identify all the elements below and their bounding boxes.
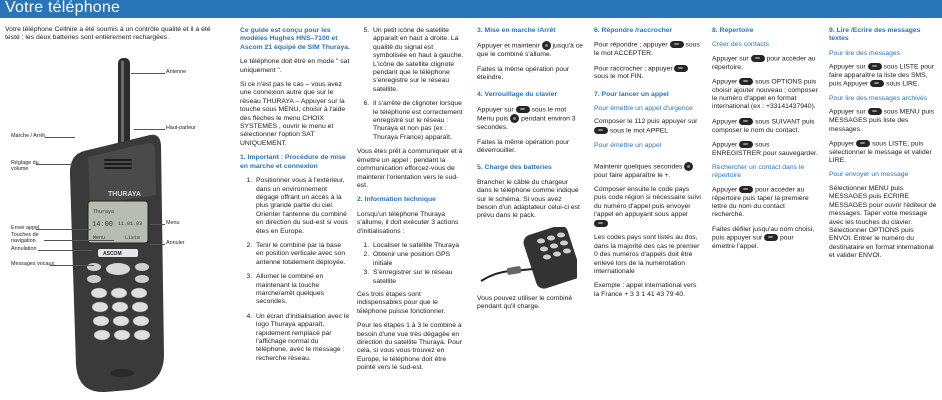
startup-step: 4. Un écran d'initialisation avec le logo Thuraya apparaît, rapidement remplacé par l'affichage normal du téléphone, avec le message : recherche réseau. <box>254 313 350 363</box>
init-action: 2. Obtenir une position GPS initiale <box>371 251 465 268</box>
charge-text: Brancher le câble du chargeur dans le téléphone comme indiqué sur le schéma. Si vous avez besoin d'un adaptateur celui-ci est prévu dans le pack. <box>477 178 580 220</box>
label-hangup: Annuler <box>166 240 185 246</box>
soft-key-icon <box>594 220 608 227</box>
svg-text:Menu: Menu <box>93 235 106 241</box>
save-b: sous ENREGISTRER pour sauvegarder. <box>712 141 818 157</box>
section-9-heading: 9. Lire /Ecrire des messages textes <box>829 27 921 43</box>
options-a: Appuyer <box>712 78 738 86</box>
find-text <box>712 186 818 220</box>
soft-key-icon <box>739 118 753 125</box>
page-title: Votre téléphone <box>5 0 121 16</box>
svg-text:11.01.03: 11.01.03 <box>118 221 143 227</box>
section-4-heading: 4. Verrouillage du clavier <box>477 91 558 99</box>
lock-text-a: Appuyer sur <box>477 106 514 114</box>
label-power: Marche / Arrêt <box>11 133 45 139</box>
next-b: sous SUIVANT puis composer le nom du contact. <box>712 118 815 134</box>
soft-key-icon <box>751 55 765 62</box>
section-7-heading: 7. Pour lancer un appel <box>594 90 669 98</box>
archived-list-text <box>829 140 937 166</box>
soft-key-icon <box>739 78 753 85</box>
startup-step: 6. Il s'arrête de clignoter lorsque le téléphone est correctement enregistré sur le réseau : Thuraya et non pas (ex : Thuraya France) apparaît. <box>371 100 465 142</box>
label-volume: Réglage du volume <box>11 160 39 173</box>
soft-key-icon <box>739 186 753 193</box>
read-a: Appuyer sur <box>829 63 866 71</box>
emergency-subheading: Pour émettre un appel d'urgence <box>594 105 693 113</box>
startup-step: 3. Allumer le combiné en maintenant la touche marche/arrêt quelques secondes. <box>254 273 350 307</box>
power-text-b: jusqu'à ce que le combiné s'allume. <box>477 42 583 59</box>
power-off-text: Faites la même opération pour éteindre. <box>477 65 570 81</box>
soft-key-icon <box>739 141 753 148</box>
soft-key-icon <box>870 80 884 87</box>
archived-text <box>829 108 937 134</box>
plus-text <box>594 162 702 180</box>
init-action: 1. Localiser le satellite Thuraya <box>371 242 465 250</box>
directory-open-b: pour accéder au répertoire, <box>712 55 816 71</box>
next-a: Appuyer <box>712 118 738 126</box>
emergency-text-a: Composer le 112 puis appuyer sur <box>594 118 698 126</box>
directory-open-text <box>712 55 818 72</box>
options-b: sous OPTIONS puis choisir ajouter nouveau ; composer le numéro d'appel en format international (ex : +33141437940). <box>712 78 818 111</box>
send-message-text: Sélectionner MENU puis MESSAGES puis ECRIRE MESSAGES pour ouvrir l'éditeur de messages. Taper votre message avec les touches du clavier. Sélectionner OPTIONS puis ENVOI. Entrer le numéro du destinataire en format international et valider ENVOI. <box>829 184 937 260</box>
charge-use-text: Vous pouvez utiliser le combiné pendant qu'il charge. <box>477 294 573 311</box>
scroll-call-text <box>712 226 818 252</box>
startup-step: 2. Tenir le combiné par la base en position verticale avec son antenne totalement déployée. <box>254 242 350 267</box>
section-5-heading: 5. Charge des batteries <box>477 164 552 172</box>
leader-speaker <box>134 129 165 130</box>
plus-text-b: pour faire apparaître le +. <box>594 171 671 179</box>
options-text <box>712 78 818 112</box>
startup-steps <box>240 177 350 363</box>
country-codes-text: Les codes pays sont listés au dos, dans la majorité des cas le premier 0 des numéros d'appels doit être enlevé lors de la numérotation internationale <box>594 234 700 276</box>
charger-illustration <box>477 227 577 289</box>
column-guide <box>240 27 350 369</box>
archived-list-a: Appuyer <box>829 140 855 148</box>
leader-send <box>36 229 91 230</box>
read-b: sous LISTE pour faire apparaître la liste des SMS, puis Appuyer <box>829 63 935 88</box>
column-intro <box>5 26 227 49</box>
startup-step: 1. Positionner vous à l'extérieur, dans un environnement dégagé offrant un accès à la plus grande partie du ciel. Orienter l'antenne du combiné en direction du sud-est si vous êtes en Europe. <box>254 177 350 236</box>
soft-key-icon <box>868 108 882 115</box>
emergency-text <box>594 118 702 135</box>
soft-key-icon <box>868 63 882 70</box>
leader-nav <box>44 240 114 241</box>
read-c: sous LIRE. <box>886 80 920 88</box>
leader-power <box>45 137 75 138</box>
read-text <box>829 63 937 89</box>
scroll-call-b: pour émettre l'appel. <box>712 234 794 250</box>
power-text <box>477 41 583 59</box>
tech-p2: Lorsqu'un téléphone Thuraya s'allume, il doit exécuter 3 actions d'initialisations : <box>357 210 459 235</box>
soft-key-icon <box>764 234 778 241</box>
archived-a: Appuyer sur <box>829 108 866 116</box>
star-key-icon <box>510 114 519 123</box>
label-antenna: Antenne <box>166 69 187 75</box>
startup-step: 5. Un petit icône de satellite apparaît en haut à droite. La qualité du signal est symbolisée en haut à gauche. L'icône de satellite clignote pendant que le téléphone s'enregistre sur le réseau satellite. <box>371 27 465 94</box>
next-text <box>712 118 818 135</box>
svg-text:Liste: Liste <box>125 235 141 241</box>
speaker-grille <box>104 159 132 169</box>
soft-key-icon <box>516 106 530 113</box>
leader-volume <box>36 164 73 165</box>
leader-antenna <box>131 73 165 74</box>
find-b: pour accéder au répertoire puis taper la première lettre du nom du contact recherché. <box>712 186 809 219</box>
power-text-a: Appuyer et maintenir <box>477 42 540 50</box>
tech-p4: Pour les étapes 1 à 3 le combiné a besoin d'une vue très dégagée en direction du satellite Thuraya. Pour cela, si vous vous trouvez en Europe, le téléphone doit être pointé vers le sud-est. <box>357 322 462 372</box>
section-1-heading: 1. Important : Procédure de mise en marche et connexion <box>240 154 346 170</box>
send-message-subheading: Pour envoyer un message <box>829 171 909 179</box>
power-key-icon <box>542 41 551 50</box>
archived-b: sous MENU puis MESSAGES puis liste des messages. <box>829 108 935 133</box>
guide-heading: Ce guide est conçu pour les modèles Hughes HNS–7100 et Ascom 21 équipé de SIM Thuraya. <box>240 27 350 51</box>
lock-text-c: pendant environ 3 secondes. <box>477 115 576 132</box>
leader-cancel <box>38 250 92 251</box>
svg-text:Thuraya: Thuraya <box>93 209 115 215</box>
lock-text-b: sous le mot Menu puis <box>477 106 567 123</box>
find-a: Appuyer <box>712 186 738 194</box>
section-3-heading: 3. Mise en marche /Arrêt <box>477 27 556 34</box>
column-calls <box>594 27 702 305</box>
init-actions <box>357 242 465 286</box>
archived-list-b: sous LISTE, puis sélectionner le message et valider LIRE. <box>829 140 932 165</box>
svg-text:ASCOM: ASCOM <box>103 251 122 257</box>
answer-text-a: Pour répondre ; appuyer <box>594 41 668 49</box>
scroll-call-a: Faites défiler jusqu'au nom choisi, puis appuyer sur <box>712 225 815 242</box>
hangup-text-a: Pour raccrocher ; appuyer <box>594 64 673 72</box>
label-send: Envoi appel <box>11 225 40 231</box>
section-8-heading: 8. Répertoire <box>712 27 754 34</box>
column-technical <box>357 27 465 379</box>
leader-hangup <box>150 244 165 245</box>
find-contact-subheading: Rechercher un contact dans le répertoire <box>712 164 805 180</box>
directory-open-a: Appuyer sur <box>712 55 749 63</box>
leader-menu <box>150 224 165 225</box>
column-power-lock-charge <box>477 27 583 318</box>
soft-key-icon <box>856 140 870 147</box>
soft-key-icon <box>594 127 608 134</box>
hangup-text <box>594 65 702 82</box>
unlock-text: Faites la même opération pour déverrouiller. <box>477 138 570 154</box>
hangup-text-b: sous le mot FIN. <box>594 73 644 81</box>
section-6-heading: 6. Répondre /raccrocher <box>594 27 673 34</box>
plus-text-a: Maintenir quelques secondes <box>594 163 683 171</box>
column-directory <box>712 27 818 257</box>
intro-text: Votre téléphone Cellhire a été soumis à un contrôle qualité et il a été testé ; les deux batteries sont entièrement rechargées. <box>5 26 211 42</box>
save-text <box>712 141 818 158</box>
header-banner <box>0 0 942 18</box>
create-contacts-subheading: Créer des contacts <box>712 41 770 49</box>
guide-p2: Si ce n'est pas le cas – vous avez une connexion autre que sur le réseau THURAYA – Appuyer sur la touche sous MENU, choisir à l'aide des flèches le menu CHOIX SYSTEMES , ouvrir le menu et sélectionner l'option SAT UNIQUEMENT. <box>240 81 346 147</box>
section-2-heading: 2. Information technique <box>357 196 436 204</box>
soft-key-icon <box>670 41 684 48</box>
label-voicemail: Messages vocaux <box>11 261 55 267</box>
answer-text <box>594 41 702 58</box>
dial-text <box>594 186 702 228</box>
call-subheading: Pour émettre un appel <box>594 141 662 149</box>
startup-steps-continued <box>357 27 465 142</box>
svg-text:14:00: 14:00 <box>92 221 114 229</box>
column-messages <box>829 27 937 267</box>
archived-subheading: Pour lire des messages archivés <box>829 95 928 103</box>
dial-text-a: Composer ensuite le code pays puis code région si nécessaire suivi du numéro d'appel puis envoyer l'appel en appuyant sous appel <box>594 186 701 219</box>
label-nav: Touches de navigation <box>11 232 39 245</box>
tech-p3: Ces trois étapes sont indispensables pour que le téléphone puisse fonctionner. <box>357 290 446 315</box>
leader-voicemail <box>50 265 94 266</box>
ready-text: Vous êtes prêt à communiquer et à émettre un appel ; pendant la communication efforcez-vous de maintenir l'orientation vers le sud-est. <box>357 148 463 189</box>
zero-key-icon <box>684 162 693 171</box>
answer-text-b: sous le mot ACCEPTER. <box>594 41 700 58</box>
brand-logo: THURAYA <box>108 191 141 198</box>
label-speaker: Haut-parleur <box>166 125 196 131</box>
init-action: 3. S'enregistrer sur le réseau satellite <box>371 269 465 286</box>
read-messages-subheading: Pour lire des messages <box>829 49 901 57</box>
label-cancel: Annulation <box>11 246 37 252</box>
guide-p1: Le téléphone doit être en mode " sat uniquement ". <box>240 58 350 74</box>
emergency-text-b: sous le mot APPEL <box>609 127 669 135</box>
example-text: Exemple : appel international vers la France + 3 3 1 41 43 79 40. <box>594 282 697 298</box>
lock-text <box>477 106 583 133</box>
save-a: Appuyer <box>712 141 738 149</box>
soft-key-icon <box>674 65 688 72</box>
label-menu: Menu <box>166 220 180 226</box>
